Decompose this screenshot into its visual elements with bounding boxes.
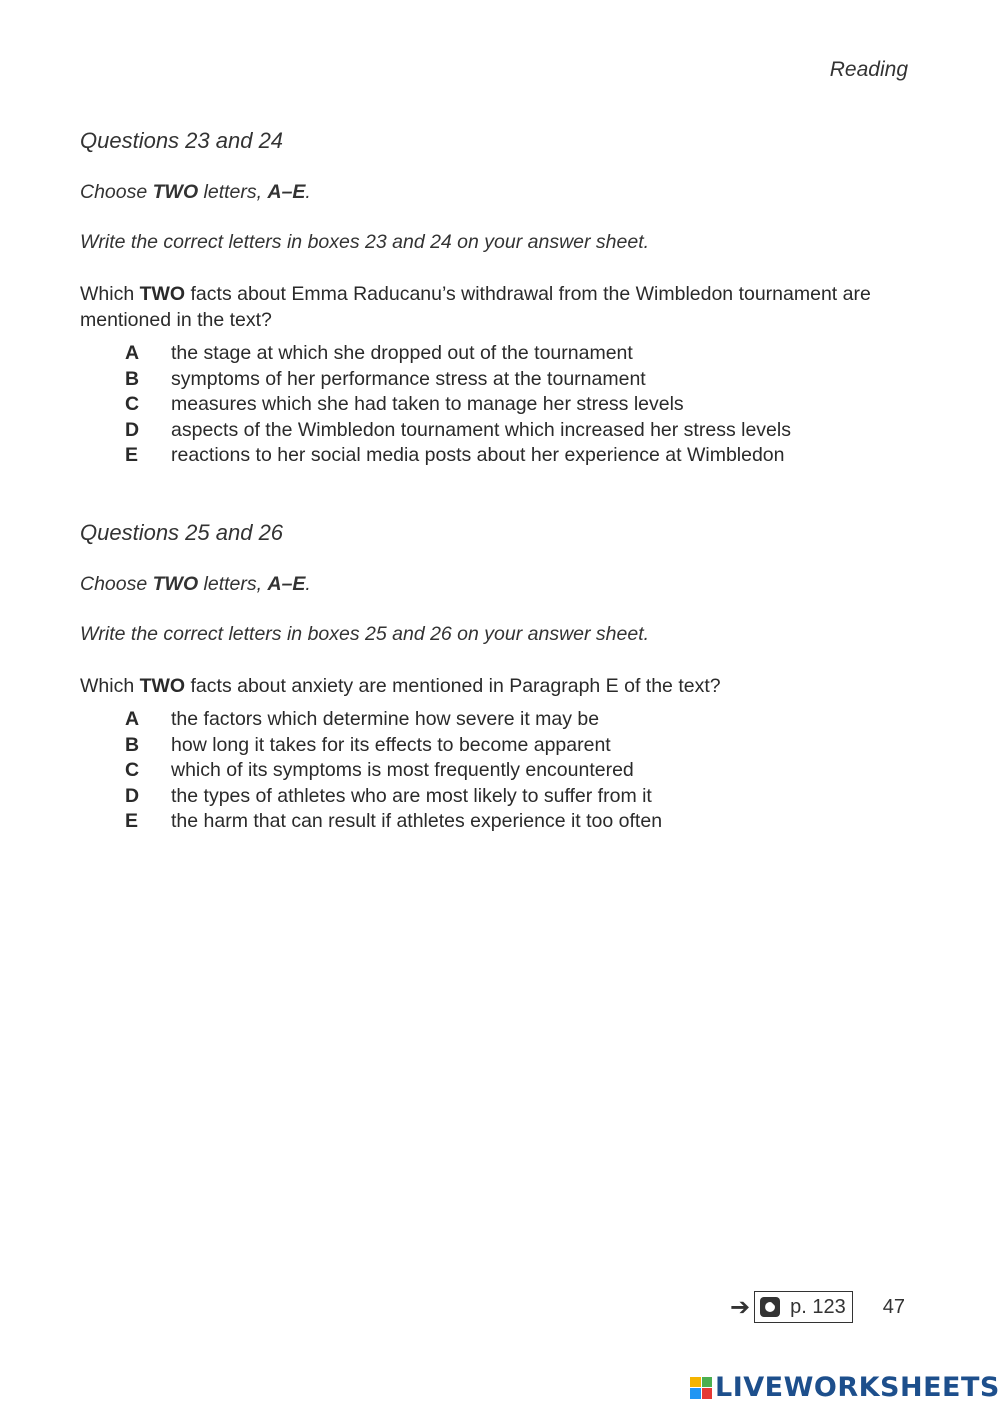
option-text: symptoms of her performance stress at the tournament bbox=[171, 367, 646, 390]
page-ref-text: p. 123 bbox=[790, 1295, 846, 1318]
answer-key-reference bbox=[754, 1291, 853, 1323]
page-header: Reading bbox=[829, 58, 908, 81]
section-title: Questions 23 and 24 bbox=[80, 128, 284, 153]
question-text: Which TWO facts about anxiety are mentioned in Paragraph E of the text? bbox=[80, 675, 721, 697]
option-text: the types of athletes who are most likely to suffer from it bbox=[171, 784, 652, 807]
logo-square bbox=[690, 1377, 701, 1388]
option-text: reactions to her social media posts about her experience at Wimbledon bbox=[171, 444, 785, 466]
brand-text: LIVEWORKSHEETS bbox=[715, 1372, 1000, 1403]
logo-square bbox=[702, 1377, 713, 1388]
option-e bbox=[125, 809, 910, 835]
option-letter: B bbox=[125, 733, 140, 756]
section-title: Questions 25 and 26 bbox=[80, 520, 284, 545]
option-letter: D bbox=[125, 418, 140, 441]
option-text: the harm that can result if athletes experience it too often bbox=[171, 810, 663, 832]
write-instruction: Write the correct letters in boxes 25 and 26 on your answer sheet. bbox=[80, 623, 650, 645]
answer-key-icon bbox=[760, 1297, 780, 1317]
page-footer bbox=[730, 1291, 905, 1323]
option-letter: C bbox=[125, 759, 140, 781]
option-letter: A bbox=[125, 342, 140, 364]
option-letter: B bbox=[125, 367, 140, 390]
options-list bbox=[125, 341, 910, 469]
option-letter: E bbox=[125, 810, 139, 832]
page-number: 47 bbox=[882, 1295, 905, 1318]
liveworksheets-logo-icon bbox=[690, 1377, 712, 1399]
option-text: which of its symptoms is most frequently encountered bbox=[171, 759, 634, 781]
option-a bbox=[125, 341, 910, 367]
option-c bbox=[125, 392, 910, 418]
question-text: Which TWO facts about Emma Raducanu’s withdrawal from the Wimbledon tournament are mentioned in the text? bbox=[80, 283, 871, 331]
option-text: the stage at which she dropped out of the tournament bbox=[171, 342, 633, 364]
option-letter: A bbox=[125, 708, 140, 730]
logo-square bbox=[702, 1388, 713, 1399]
logo-square bbox=[690, 1388, 701, 1399]
option-letter: E bbox=[125, 444, 139, 466]
option-a bbox=[125, 707, 910, 733]
questions-25-26-section bbox=[80, 520, 910, 835]
option-text: the factors which determine how severe it may be bbox=[171, 708, 600, 730]
option-text: how long it takes for its effects to become apparent bbox=[171, 733, 611, 756]
liveworksheets-watermark bbox=[690, 1372, 1000, 1403]
choose-instruction: Choose TWO letters, A–E. bbox=[80, 181, 311, 203]
options-list bbox=[125, 707, 910, 835]
write-instruction: Write the correct letters in boxes 23 and 24 on your answer sheet. bbox=[80, 231, 650, 253]
option-letter: C bbox=[125, 393, 140, 415]
option-text: aspects of the Wimbledon tournament which increased her stress levels bbox=[171, 418, 791, 441]
option-c bbox=[125, 758, 910, 784]
option-d bbox=[125, 418, 910, 444]
option-b bbox=[125, 367, 910, 393]
option-b bbox=[125, 733, 910, 759]
option-letter: D bbox=[125, 784, 140, 807]
option-d bbox=[125, 784, 910, 810]
arrow-right-icon: ➔ bbox=[730, 1293, 751, 1321]
option-text: measures which she had taken to manage her stress levels bbox=[171, 393, 684, 415]
questions-23-24-section bbox=[80, 128, 910, 469]
option-e bbox=[125, 443, 910, 469]
choose-instruction: Choose TWO letters, A–E. bbox=[80, 573, 311, 595]
